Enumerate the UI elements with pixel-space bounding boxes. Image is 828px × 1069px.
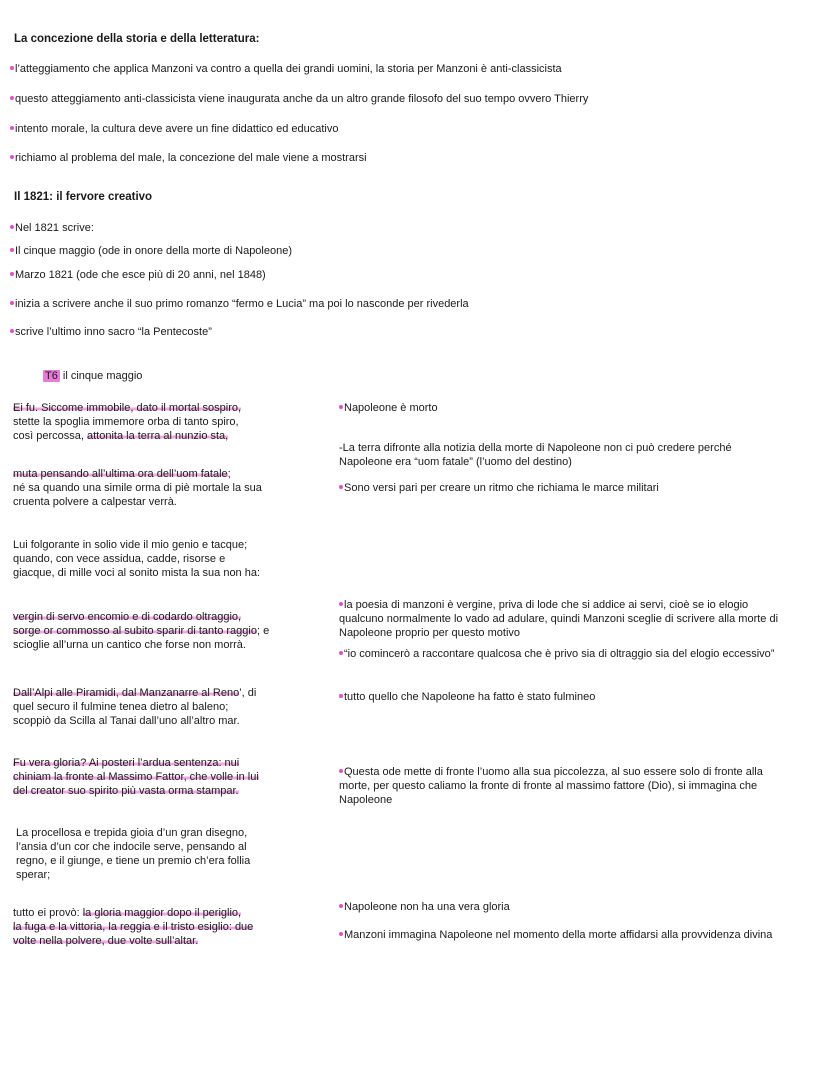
bullet-dot-icon <box>339 694 343 698</box>
poem-stanza-8: tutto ei provò: la gloria maggior dopo il periglio, la fuga e la vittoria, la reggia e il tristo esiglio: due volte nella polvere, due volte sull’altar. <box>13 907 254 947</box>
bullet-dot-icon <box>10 301 14 305</box>
bullet-dot-icon <box>339 651 343 655</box>
bullet-dot-icon <box>339 602 343 606</box>
bullet-item: Nel 1821 scrive: <box>10 221 94 235</box>
bullet-item: intento morale, la cultura deve avere un fine didattico ed educativo <box>10 122 338 136</box>
note-item: Questa ode mette di fronte l’uomo alla sua piccolezza, al suo essere solo di fronte alla morte, per questo caliamo la fronte di fronte al massimo fattore (Dio), si immagina che Napoleone <box>339 766 763 806</box>
note-item: -La terra difronte alla notizia della morte di Napoleone non ci può credere perché Napoleone era “uom fatale” (l’uomo del destino) <box>339 442 732 468</box>
bullet-item: Il cinque maggio (ode in onore della morte di Napoleone) <box>10 244 292 258</box>
note-item: Napoleone non ha una vera gloria <box>339 900 510 914</box>
note-item: Sono versi pari per creare un ritmo che richiama le marce militari <box>339 481 659 495</box>
bullet-item: Marzo 1821 (ode che esce più di 20 anni, nel 1848) <box>10 268 266 282</box>
bullet-item: richiamo al problema del male, la concezione del male viene a mostrarsi <box>10 151 367 165</box>
note-item: la poesia di manzoni è vergine, priva di lode che si addice ai servi, cioè se io elogio qualcuno normalmente lo vado ad adulare, quindi Manzoni sceglie di scrivere alla morte di Napoleone proprio per questo motivo <box>339 599 779 639</box>
bullet-dot-icon <box>10 272 14 276</box>
bullet-item: l’atteggiamento che applica Manzoni va contro a quella dei grandi uomini, la storia per Manzoni è anti-classicista <box>10 62 562 76</box>
bullet-dot-icon <box>339 405 343 409</box>
bullet-dot-icon <box>10 155 14 159</box>
bullet-item: inizia a scrivere anche il suo primo romanzo “fermo e Lucia” ma poi lo nasconde per rivederla <box>10 297 469 311</box>
poem-stanza-2: muta pensando all’ultima ora dell’uom fatale; né sa quando una simile orma di piè mortale la sua cruenta polvere a calpestar verrà. <box>13 468 262 508</box>
bullet-dot-icon <box>10 329 14 333</box>
bullet-dot-icon <box>339 485 343 489</box>
bullet-dot-icon <box>10 225 14 229</box>
bullet-dot-icon <box>10 126 14 130</box>
bullet-dot-icon <box>339 932 343 936</box>
note-item: “io comincerò a raccontare qualcosa che è privo sia di oltraggio sia del elogio eccessivo” <box>339 647 774 661</box>
poem-stanza-6: Fu vera gloria? Ai posteri l’ardua sentenza: nui chiniam la fronte al Massimo Fattor, che volle in lui del creator suo spirito più vasta orma stampar. <box>13 757 259 797</box>
bullet-dot-icon <box>10 96 14 100</box>
poem-stanza-1: Ei fu. Siccome immobile, dato il mortal sospiro, stette la spoglia immemore orba di tanto spiro, così percossa, attonita la terra al nunzio sta, <box>13 402 242 442</box>
poem-stanza-3: Lui folgorante in solio vide il mio genio e tacque; quando, con vece assidua, cadde, risorse e giacque, di mille voci al sonito mista la sua non ha: <box>13 539 261 579</box>
poem-stanza-5: Dall’Alpi alle Piramidi, dal Manzanarre al Reno’, di quel securo il fulmine tenea dietro al baleno; scoppiò da Scilla al Tanai dall’uno all’altro mar. <box>13 687 257 727</box>
note-item: Napoleone è morto <box>339 401 438 415</box>
poem-stanza-7: La procellosa e trepida gioia d’un gran disegno, l’ansia d’un cor che indocile serve, pensando al regno, e il giunge, e tiene un premio ch’era follia sperar; <box>16 827 251 881</box>
bullet-item: questo atteggiamento anti-classicista viene inaugurata anche da un altro grande filosofo del suo tempo ovvero Thierry <box>10 92 588 106</box>
note-item: Manzoni immagina Napoleone nel momento della morte affidarsi alla provvidenza divina <box>339 928 772 942</box>
t6-tag: T6 <box>45 370 58 382</box>
note-item: tutto quello che Napoleone ha fatto è stato fulmineo <box>339 690 595 704</box>
bullet-item: scrive l’ultimo inno sacro “la Pentecoste” <box>10 325 212 339</box>
bullet-dot-icon <box>339 769 343 773</box>
section-title-1821: Il 1821: il fervore creativo <box>14 191 153 203</box>
poem-title: il cinque maggio <box>62 370 143 382</box>
bullet-dot-icon <box>10 248 14 252</box>
poem-stanza-4: vergin di servo encomio e di codardo oltraggio, sorge or commosso al subito sparir di tanto raggio; e scioglie all’urna un cantico che forse non morrà. <box>13 611 270 651</box>
bullet-dot-icon <box>10 66 14 70</box>
poem-heading <box>43 370 142 382</box>
bullet-dot-icon <box>339 904 343 908</box>
section-title-concezione: La concezione della storia e della letteratura: <box>14 33 260 45</box>
